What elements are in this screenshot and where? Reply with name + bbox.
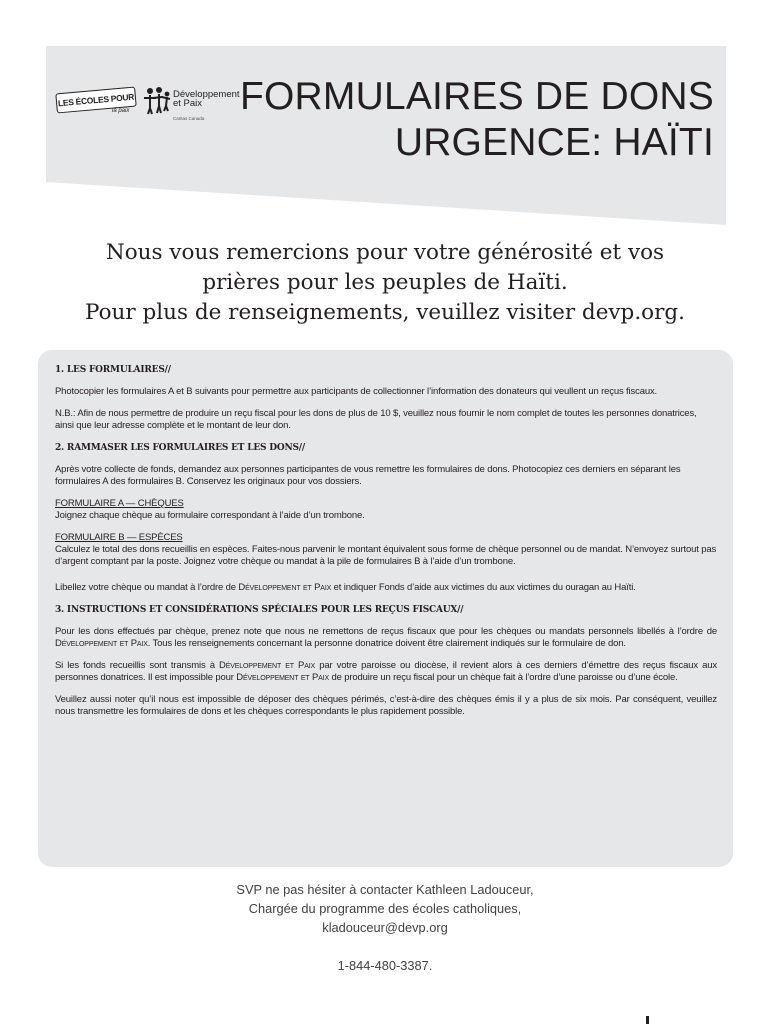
section-3-paragraph-3: Veuillez aussi noter qu’il nous est impossible de déposer des chèques périmés, c’est-à-dire des chèques émis il y a plus de six mois. Par conséquent, veuillez nous transmettre les formulaires de dons et les chèques correspondants le plus rapidement possible. <box>55 694 717 717</box>
page-title <box>240 74 714 166</box>
form-a-title <box>55 498 717 510</box>
form-a-text: Joignez chaque chèque au formulaire correspondant à l’aide d’un trombone. <box>55 510 365 521</box>
contact-block <box>100 880 670 975</box>
devp-logo-text <box>173 90 240 108</box>
section-1-paragraph-2: N.B.: Afin de nous permettre de produire un reçu fiscal pour les dons de plus de 10 $, veuillez nous fournir le nom complet de toutes les personnes donatrices, ainsi que leur adresse complète et le montant de leur don. <box>55 408 697 431</box>
s3-p2-text-b: par votre paroisse ou diocèse, il revient alors à ces derniers d’émettre des reçus fiscaux aux personnes donatrices. Il est impossible pour <box>55 660 717 683</box>
section-3-heading: 3. INSTRUCTIONS ET CONSIDÉRATIONS SPÉCIALES POUR LES REÇUS FISCAUX// <box>55 605 464 615</box>
section-3-paragraph-1 <box>55 626 717 650</box>
org-name: Développement et Paix <box>219 660 316 671</box>
section-1-paragraph-1: Photocopier les formulaires A et B suivants pour permettre aux participants de collectionner l’information des donateurs qui veullent un reçus fiscaux. <box>55 386 658 397</box>
page-corner-mark <box>646 1016 649 1024</box>
section-2-order-paragraph <box>55 582 717 594</box>
order-text-a: Libellez votre chèque ou mandat à l’ordre de <box>55 582 236 593</box>
ecoles-pour-la-paix-logo: LES ÉCOLES POUR <box>55 87 136 114</box>
form-b-text: Calculez le total des dons recueillis en espèces. Faites-nous parvenir le montant équivalent sous forme de chèque personnel ou de mandat. N’envoyez surtout pas d’argent comptant par la poste. Joignez votre chèque ou mandat à la pile de formulaires B à l’aide d’un trombone. <box>55 544 717 567</box>
devp-logo-line2: et Paix <box>173 98 203 109</box>
s3-p1-text-a: Pour les dons effectués par chèque, prenez note que nous ne remettons de reçus fiscaux que pour les chèques ou mandats personnels libellés à l’ordre de <box>55 626 717 637</box>
devp-logo-line1: Développement <box>173 89 240 100</box>
title-line-1: FORMULAIRES DE DONS <box>239 75 714 118</box>
form-b-title <box>55 532 717 544</box>
s3-p1-text-b: . Tous les renseignements concernant la personne donatrice doivent être clairement indiqués sur le formulaire de don. <box>147 638 626 649</box>
thanks-message <box>30 238 740 328</box>
ecoles-logo-subtext: la paix <box>112 108 130 114</box>
contact-line-2: Chargée du programme des écoles catholiques, <box>248 901 522 916</box>
devp-people-icon <box>142 86 172 116</box>
s3-p2-text-a: Si les fonds recueillis sont transmis à <box>55 660 215 671</box>
instructions-panel <box>38 350 733 867</box>
section-3-paragraph-2 <box>55 660 717 684</box>
devp-logo-tagline: Caritas Canada <box>173 116 205 121</box>
form-a-title-text: FORMULAIRE A — CHÈQUES <box>55 498 184 509</box>
section-1-heading: 1. LES FORMULAIRES// <box>55 365 171 375</box>
contact-line-1: SVP ne pas hésiter à contacter Kathleen Ladouceur, <box>236 882 534 897</box>
thanks-line-2: prières pour les peuples de Haïti. <box>202 270 568 295</box>
contact-phone: 1-844-480-3387. <box>337 958 433 973</box>
org-name: Développement et Paix <box>55 638 148 649</box>
order-text-b: et indiquer Fonds d’aide aux victimes du aux victimes du ouragan au Haïti. <box>333 582 636 593</box>
contact-email[interactable]: kladouceur@devp.org <box>322 920 448 935</box>
s3-p2-text-c: de produire un reçu fiscal pour un chèque fait à l’ordre d’une paroisse ou d’une école. <box>331 672 678 683</box>
form-b-title-text: FORMULAIRE B — ESPÈCES <box>55 532 183 543</box>
contact-line-3 <box>100 918 670 975</box>
logos <box>56 84 246 124</box>
section-2-heading: 2. RAMMASER LES FORMULAIRES ET LES DONS// <box>55 443 305 453</box>
org-name: Développement et Paix <box>236 672 329 683</box>
title-line-2: URGENCE: HAÏTI <box>394 121 714 164</box>
thanks-line-3: Pour plus de renseignements, veuillez visiter devp.org. <box>85 300 685 325</box>
org-name: Développement et Paix <box>238 582 332 593</box>
thanks-line-1: Nous vous remercions pour votre générosité et vos <box>105 240 665 265</box>
section-2-paragraph-1: Après votre collecte de fonds, demandez aux personnes participantes de vous remettre les formulaires de dons. Photocopiez ces derniers en séparant les formulaires A des formulaires B. Conservez les originaux pour vos dossiers. <box>55 464 681 487</box>
